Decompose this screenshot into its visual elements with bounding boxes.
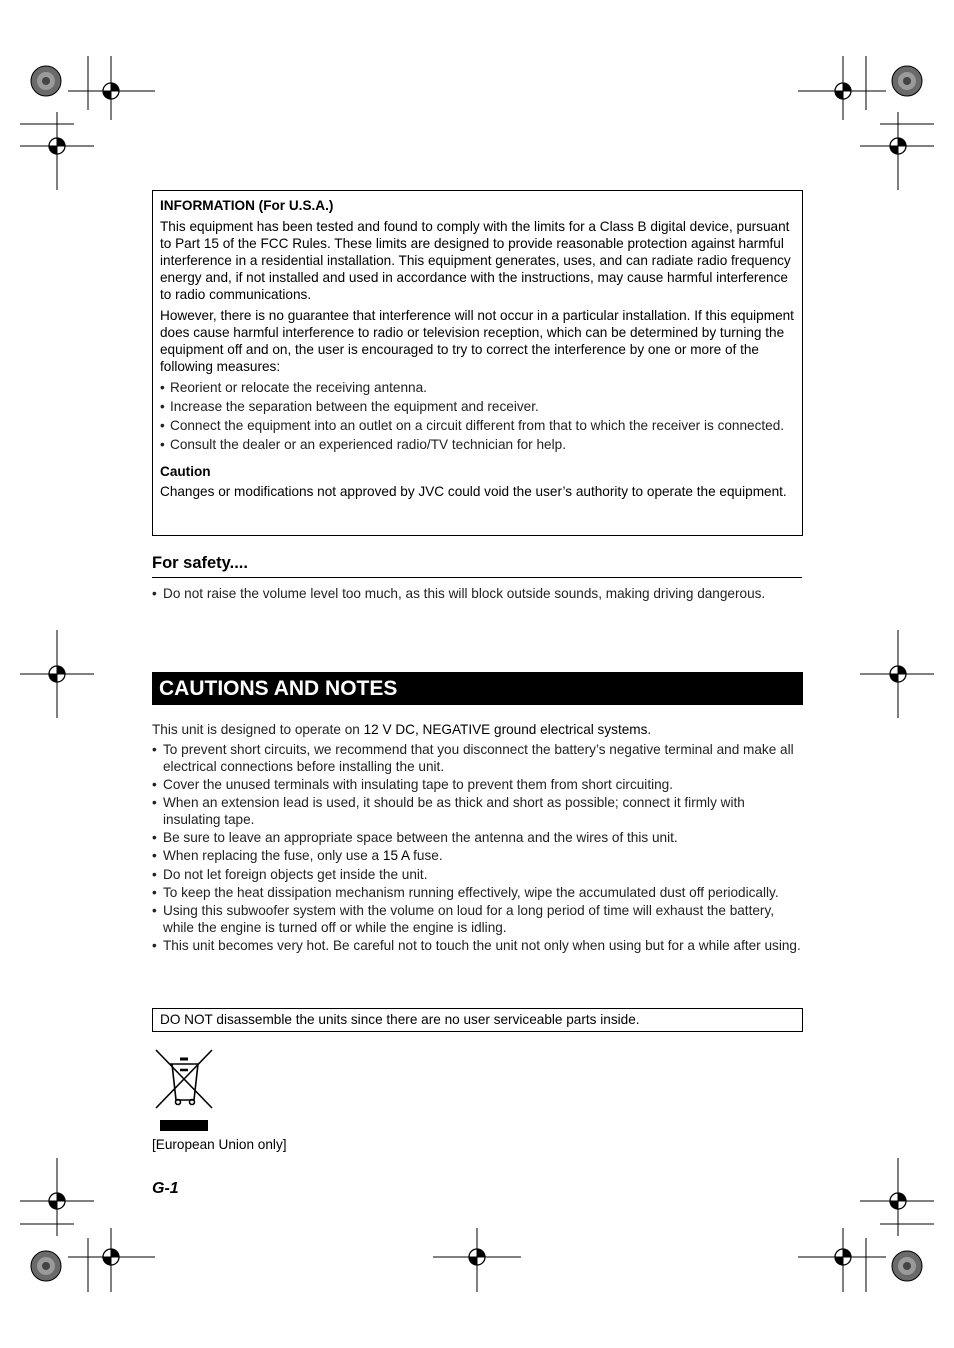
- bullet-icon: •: [152, 795, 157, 811]
- list-item-text: This unit becomes very hot. Be careful not to touch the unit not only when using but for a while after using.: [163, 938, 801, 954]
- fuse-suffix: fuse.: [409, 848, 443, 864]
- list-item-text: Do not let foreign objects get inside the unit.: [163, 866, 428, 882]
- bullet-icon: •: [152, 938, 157, 954]
- safety-list: [152, 585, 802, 602]
- bullet-icon: •: [152, 586, 157, 601]
- bullet-icon: •: [152, 866, 157, 882]
- fcc-information-box: [152, 190, 803, 536]
- fcc-paragraph-2: However, there is no guarantee that interference will not occur in a particular installation. If this equipment does cause harmful interference to radio or television reception, which can be determined by turning the equipment off and on, the user is encouraged to try to correct the interference by one or more of the following measures:: [160, 308, 794, 374]
- page-number: G-1: [152, 1180, 179, 1197]
- list-item: [152, 742, 802, 775]
- safety-heading: For safety....: [152, 554, 802, 578]
- list-item-text: When an extension lead is used, it should be as thick and short as possible; connect it firmly with insulating tape.: [163, 795, 745, 827]
- list-item-text: Increase the separation between the equipment and receiver.: [170, 399, 539, 414]
- list-item-text: Cover the unused terminals with insulating tape to prevent them from short circuiting.: [163, 776, 674, 792]
- caution-heading: Caution: [160, 464, 211, 479]
- voltage-intro: [152, 721, 802, 738]
- list-item: [152, 885, 802, 902]
- bullet-icon: •: [152, 776, 157, 792]
- fuse-list-item: [152, 848, 802, 865]
- list-item: [160, 379, 794, 396]
- fuse-rating: 15 A: [382, 848, 410, 864]
- color-target-icon: [892, 1251, 922, 1281]
- color-target-icon: [31, 66, 61, 96]
- bullet-icon: •: [152, 848, 157, 864]
- eu-only-caption: [European Union only]: [152, 1137, 287, 1152]
- fuse-prefix: When replacing the fuse, only use a: [163, 848, 383, 864]
- bullet-icon: •: [160, 418, 165, 433]
- list-item: [152, 867, 802, 884]
- list-item-text: To prevent short circuits, we recommend that you disconnect the battery’s negative terminal and make all electrical connections before installing the unit.: [163, 742, 794, 774]
- list-item: [152, 830, 802, 847]
- cautions-section-title: CAUTIONS AND NOTES: [152, 672, 803, 705]
- color-target-icon: [892, 66, 922, 96]
- list-item-text: Do not raise the volume level too much, as this will block outside sounds, making driving dangerous.: [163, 586, 766, 601]
- list-item-text: Connect the equipment into an outlet on a circuit different from that to which the receiver is connected.: [170, 418, 785, 433]
- caution-text: Changes or modifications not approved by JVC could void the user’s authority to operate the equipment.: [160, 484, 787, 499]
- bullet-icon: •: [152, 884, 157, 900]
- bullet-icon: •: [152, 742, 157, 757]
- list-item: [152, 903, 802, 936]
- cautions-list: [152, 742, 802, 956]
- list-item: [152, 777, 802, 794]
- fcc-information-heading: INFORMATION (For U.S.A.): [160, 198, 334, 213]
- intro-suffix: .: [647, 722, 652, 737]
- list-item: [152, 795, 802, 828]
- fcc-measures-list: [160, 379, 794, 453]
- list-item: [152, 585, 802, 602]
- bullet-icon: •: [160, 399, 165, 414]
- bullet-icon: •: [160, 380, 165, 395]
- fcc-paragraph-1: This equipment has been tested and found to comply with the limits for a Class B digital device, pursuant to Part 15 of the FCC Rules. These limits are designed to provide reasonable protection against harmful interference in a residential installation. This equipment generates, uses, and can radiate radio frequency energy and, if not installed and used in accordance with the instructions, may cause harmful interference to radio communications.: [160, 219, 791, 302]
- list-item: [160, 436, 794, 453]
- bullet-icon: •: [152, 903, 157, 919]
- voltage-spec: 12 V DC, NEGATIVE ground electrical systems: [363, 722, 648, 737]
- bullet-icon: •: [152, 830, 157, 846]
- list-item-text: Be sure to leave an appropriate space between the antenna and the wires of this unit.: [163, 830, 678, 846]
- list-item-text: To keep the heat dissipation mechanism running effectively, wipe the accumulated dust off periodically.: [163, 884, 779, 900]
- list-item: [160, 398, 794, 415]
- list-item-text: Consult the dealer or an experienced radio/TV technician for help.: [170, 437, 566, 452]
- list-item-text: Reorient or relocate the receiving antenna.: [170, 380, 427, 395]
- crossed-out-wheeled-bin-icon: [152, 1046, 216, 1134]
- list-item: [160, 417, 794, 434]
- intro-prefix: This unit is designed to operate on: [152, 722, 364, 737]
- list-item: [152, 938, 802, 955]
- list-item-text: Using this subwoofer system with the volume on loud for a long period of time will exhaust the battery, while the engine is turned off or while the engine is idling.: [163, 903, 775, 935]
- bullet-icon: •: [160, 437, 165, 452]
- disassembly-notice: DO NOT disassemble the units since there are no user serviceable parts inside.: [152, 1008, 803, 1032]
- color-target-icon: [31, 1251, 61, 1281]
